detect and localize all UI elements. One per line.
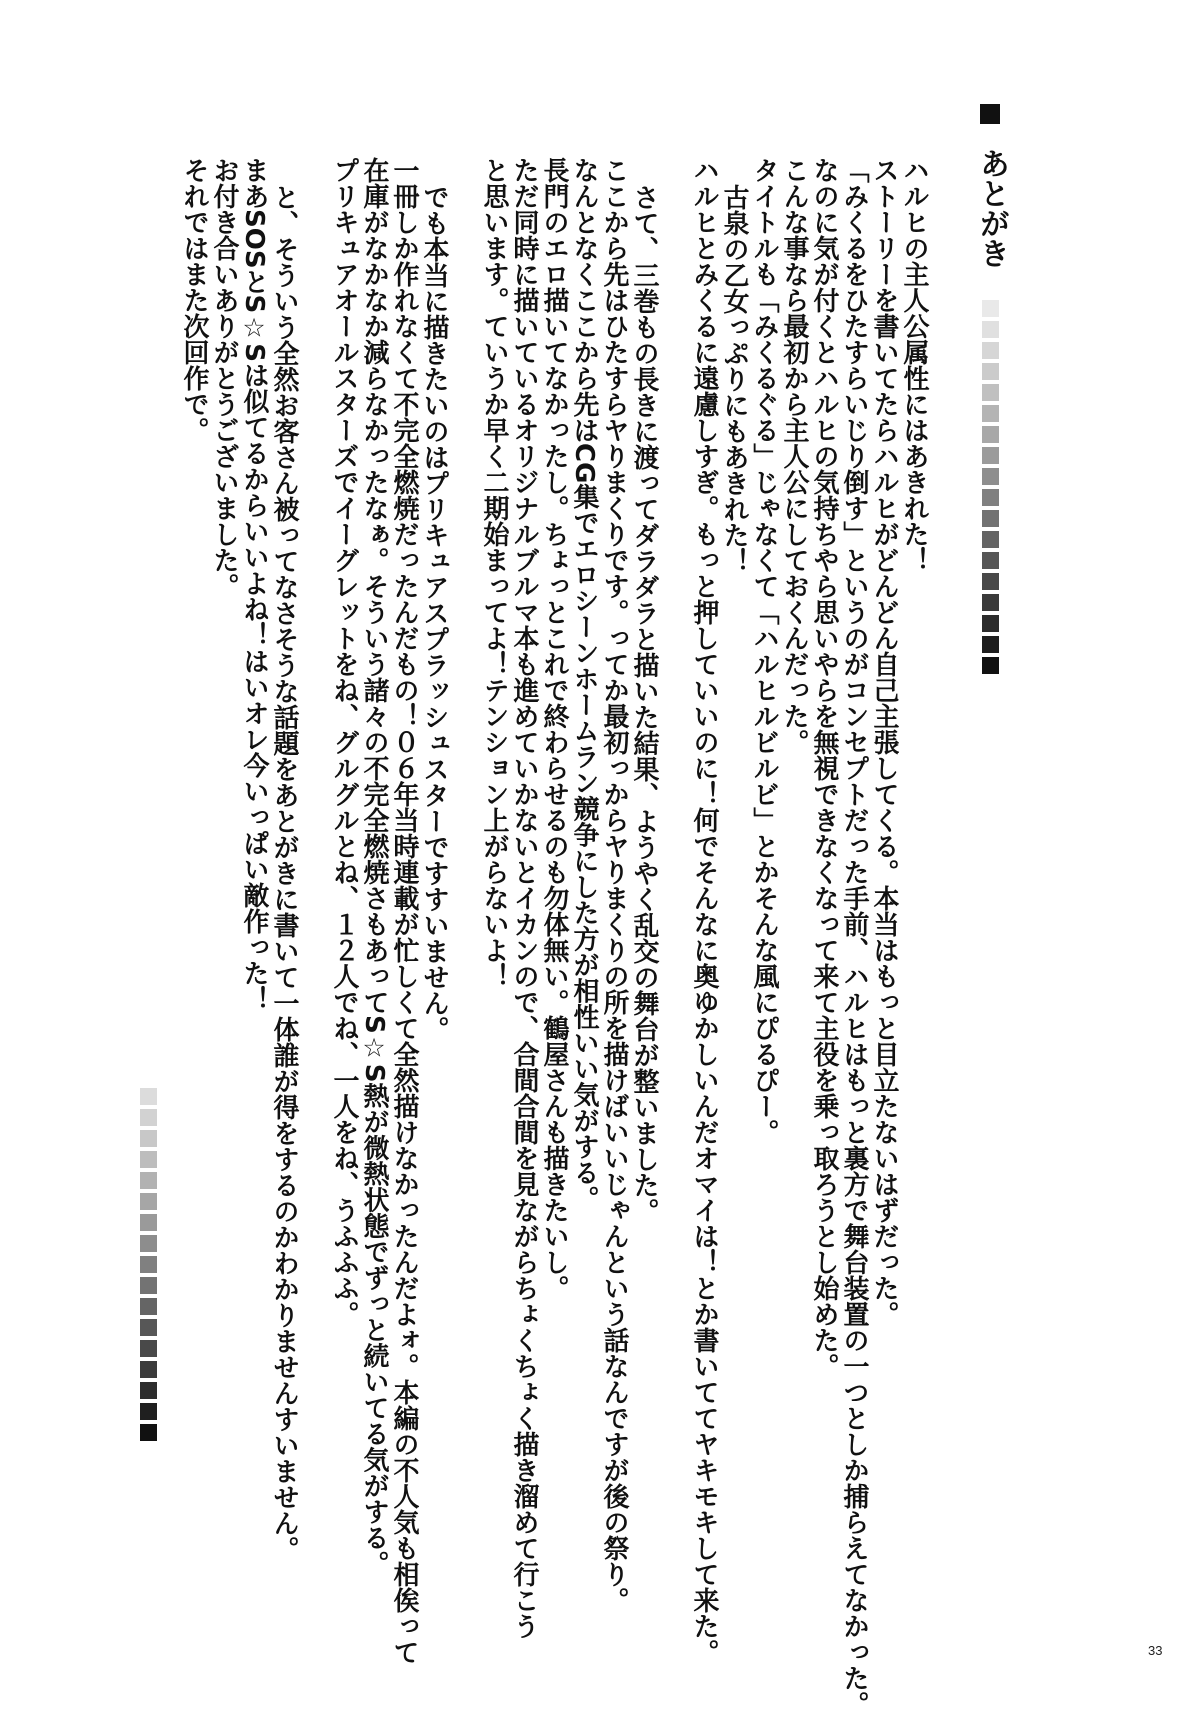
- page-number: 33: [1148, 1643, 1163, 1658]
- body-column-12: 長門のエロ描いてなかったし。ちょっとこれで終わらせるのも勿体無い。鶴屋さんも描きたいし。: [539, 157, 569, 1301]
- gray-swatch: [140, 1319, 157, 1336]
- gray-swatch: [140, 1382, 157, 1399]
- body-column-20: まあSOSとS☆Sは似てるからいいよね！はいオレ今いっぱい敵作った！: [239, 157, 269, 1013]
- page-title: あとがき: [974, 148, 1009, 268]
- gray-swatch: [982, 342, 999, 359]
- body-column-22: それではまた次回作で。: [179, 157, 209, 443]
- gray-swatch: [140, 1256, 157, 1273]
- title-bullet-square: [980, 104, 1000, 124]
- gray-swatch: [140, 1151, 157, 1168]
- body-column-18: プリキュアオールスターズでイーグレットをね、グルグルとね、１２人でね、一人をね、うふふふ。: [329, 157, 359, 1327]
- gray-swatch: [982, 489, 999, 506]
- gray-swatch: [140, 1424, 157, 1441]
- body-column-7: 古泉の乙女っぷりにもあきれた！: [719, 184, 749, 574]
- gray-swatch: [982, 552, 999, 569]
- gray-swatch: [140, 1340, 157, 1357]
- body-column-10: ここから先はひたすらヤりまくりです。ってか最初っからヤりまくりの所を描けばいいじゃんという話なんですが後の祭り。: [599, 157, 629, 1613]
- gray-swatch: [140, 1214, 157, 1231]
- gray-scale-strip-top: [982, 300, 999, 678]
- body-column-11: なんとなくここから先はCG集でエロシーンホームラン競争にした方が相性いい気がする。: [569, 157, 599, 1212]
- gray-swatch: [140, 1277, 157, 1294]
- gray-swatch: [140, 1109, 157, 1126]
- gray-swatch: [982, 573, 999, 590]
- gray-swatch: [982, 405, 999, 422]
- gray-swatch: [982, 615, 999, 632]
- gray-swatch: [982, 468, 999, 485]
- body-column-6: タイトルも「みくるぐる」じゃなくて「ハルヒルビルビ」とかそんな風にぴるぴー。: [749, 157, 779, 1145]
- body-column-3: 「みくるをひたすらいじり倒す」というのがコンセプトだった手前、ハルヒはもっと裏方で舞台装置の一つとしか捕らえてなかった。: [839, 157, 869, 1717]
- gray-swatch: [140, 1235, 157, 1252]
- gray-swatch: [140, 1361, 157, 1378]
- body-column-13: ただ同時に描いているオリジナルブルマ本も進めていかないとイカンので、合間合間を見ながらちょくちょく描き溜めて行こう: [509, 157, 539, 1639]
- gray-swatch: [982, 636, 999, 653]
- body-column-19: と、そういう全然お客さん被ってなさそうな話題をあとがきに書いて一体誰が得をするのかわかりませんすいません。: [269, 184, 299, 1562]
- body-column-1: ハルヒの主人公属性にはあきれた！: [899, 157, 929, 573]
- gray-swatch: [140, 1298, 157, 1315]
- gray-swatch: [140, 1088, 157, 1105]
- gray-swatch: [140, 1130, 157, 1147]
- gray-swatch: [140, 1193, 157, 1210]
- gray-swatch: [982, 510, 999, 527]
- body-column-21: お付き合いありがとうございました。: [209, 157, 239, 599]
- gray-swatch: [140, 1403, 157, 1420]
- gray-swatch: [982, 384, 999, 401]
- gray-swatch: [982, 321, 999, 338]
- body-column-4: なのに気が付くとハルヒの気持ちやら思いやらを無視できなくなって来て主役を乗っ取ろうとし始めた。: [809, 157, 839, 1379]
- body-column-14: と思います。ていうか早く二期始まってよ！テンション上がらないよ！: [479, 157, 509, 989]
- gray-swatch: [982, 657, 999, 674]
- body-column-17: 在庫がなかなか減らなかったなぁ。そういう諸々の不完全燃焼さもあってS☆S熱が微熱状態でずっと続いてる気がする。: [359, 157, 389, 1577]
- body-column-8: ハルヒとみくるに遠慮しすぎ。もっと押していいのに！何でそんなに奥ゆかしいんだオマイは！とか書いててヤキモキして来た。: [689, 157, 719, 1665]
- body-column-16: 一冊しか作れなくて不完全燃焼だったんだもの！０６年当時連載が忙しくて全然描けなかったんだよォ。本編の不人気も相俟って: [389, 157, 419, 1665]
- body-column-5: こんな事なら最初から主人公にしておくんだった。: [779, 157, 809, 755]
- body-column-15: でも本当に描きたいのはプリキュアスプラッシュスターですすいません。: [419, 184, 449, 1042]
- body-column-2: ストーリーを書いてたらハルヒがどんどん自己主張してくる。本当はもっと目立たないはずだった。: [869, 157, 899, 1327]
- gray-swatch: [982, 447, 999, 464]
- gray-swatch: [982, 531, 999, 548]
- gray-swatch: [140, 1172, 157, 1189]
- gray-scale-strip-bottom: [140, 1088, 157, 1445]
- body-column-9: さて、三巻もの長きに渡ってダラダラと描いた結果、ようやく乱交の舞台が整いました。: [629, 184, 659, 1224]
- gray-swatch: [982, 363, 999, 380]
- gray-swatch: [982, 300, 999, 317]
- gray-swatch: [982, 594, 999, 611]
- gray-swatch: [982, 426, 999, 443]
